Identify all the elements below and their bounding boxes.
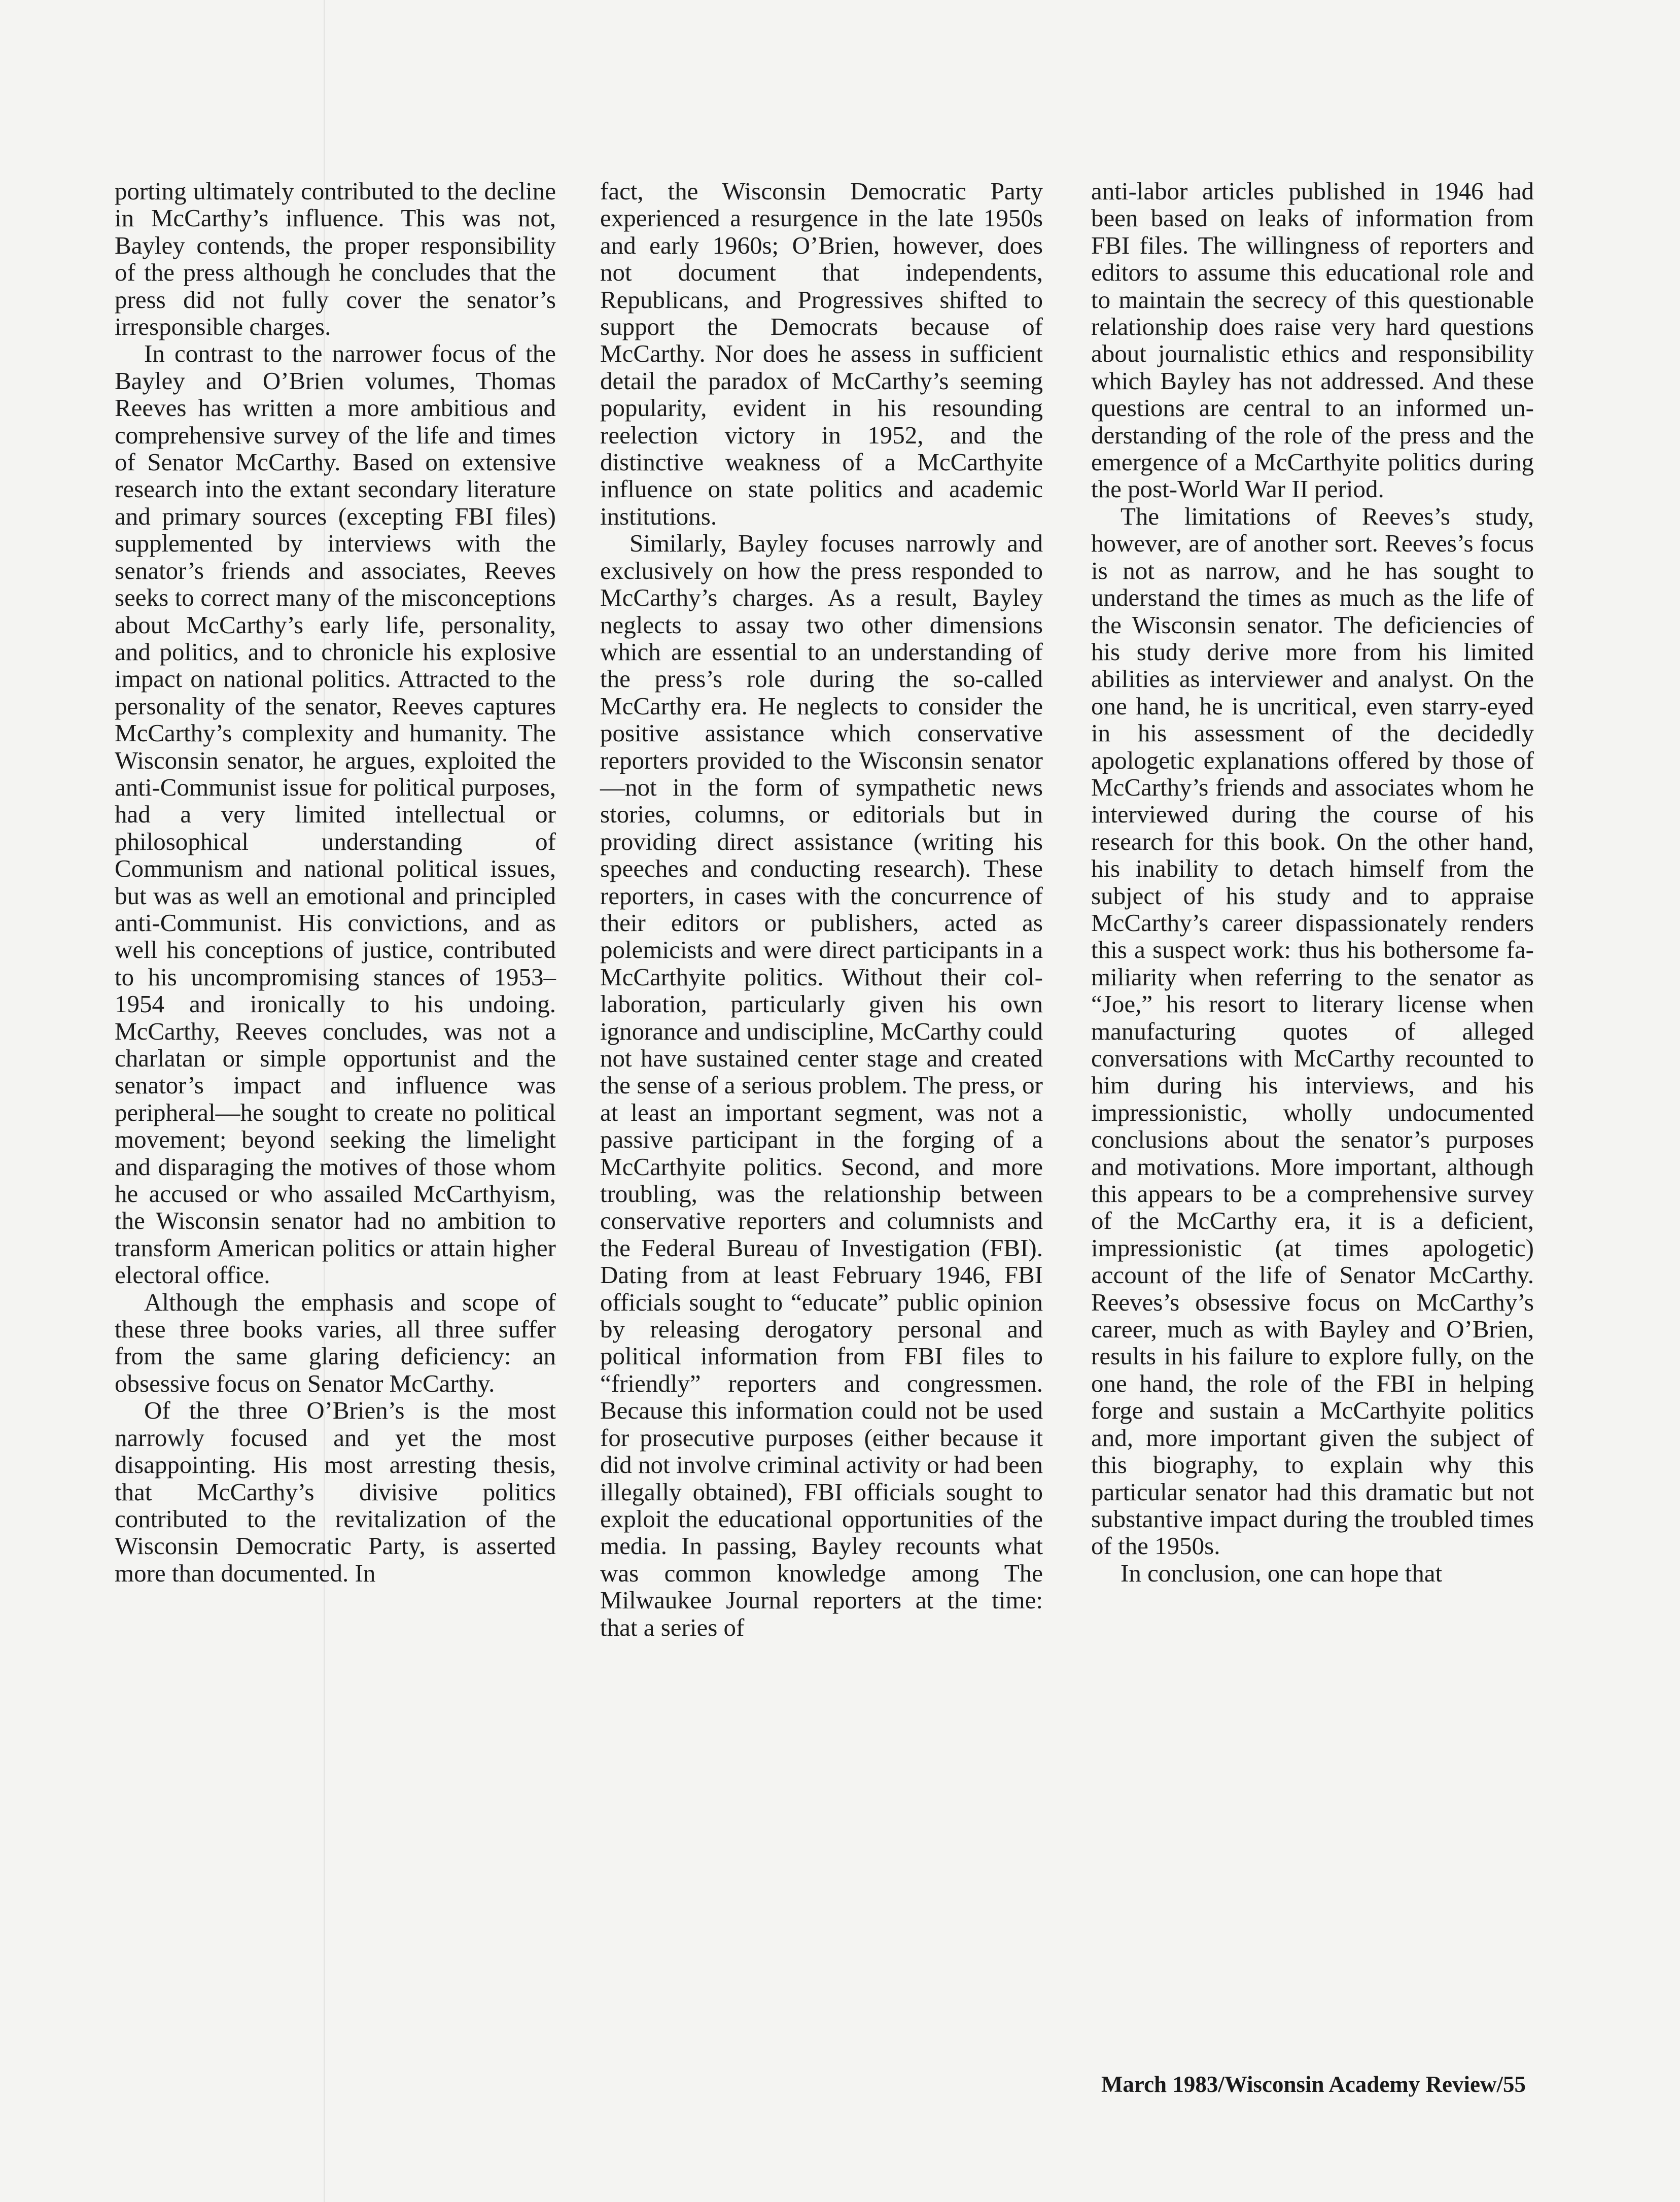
paragraph: In contrast to the narrower focus of the Bayley and O’Brien volumes, Thomas Reeves has written a more ambitious and comprehensive survey of the life and times of Senator McCarthy. Based on extensive research into the extant secondary literature and primary sources (excepting FBI files) supplemented by interviews with the senator’s friends and associates, Reeves seeks to correct many of the misconceptions about McCarthy’s early life, personality, and politics, and to chronicle his explosive impact on national politics. Attracted to the personality of the senator, Reeves captures McCarthy’s complexity and humanity. The Wisconsin senator, he argues, exploited the anti-Communist issue for political purposes, had a very limited intellectual or philosophical understanding of Communism and national political issues, but was as well an emotional and principled anti-Communist. His convictions, and as well his conceptions of justice, contributed to his uncompromising stances of 1953–1954 and ironically to his undoing. McCarthy, Reeves concludes, was not a charlatan or simple opportunist and the senator’s impact and influence was peripheral—he sought to create no political movement; beyond seeking the limelight and disparaging the motives of those whom he accused or who assailed McCarthyism, the Wisconsin senator had no ambition to transform American politics or attain higher electoral office. <box>115 339 556 1289</box>
page-footer: March 1983/Wisconsin Academy Review/55 <box>1101 2072 1526 2097</box>
column-1 <box>115 178 556 1587</box>
paragraph: anti-labor articles published in 1946 had been based on leaks of information from FBI files. The willingness of reporters and editors to assume this educational role and to maintain the secrecy of this questionable relationship does raise very hard questions about journalistic ethics and responsibility which Bayley has not addressed. And these questions are central to an informed understanding of the role of the press and the emergence of a McCarthyite politics during the post-World War II period. <box>1091 177 1534 503</box>
paragraph: In conclusion, one can hope that <box>1121 1559 1443 1587</box>
paragraph: fact, the Wisconsin Democratic Party experienced a resurgence in the late 1950s and early 1960s; O’Brien, however, does not document that independents, Republicans, and Progressives shifted to support the Democrats because of McCarthy. Nor does he assess in sufficient detail the paradox of McCarthy’s seeming popularity, evident in his resounding reelection victory in 1952, and the distinctive weakness of a McCarthyite influence on state politics and academic institutions. <box>600 177 1043 530</box>
paragraph: The limitations of Reeves’s study, however, are of another sort. Reeves’s focus is not as narrow, and he has sought to understand the times as much as the life of the Wisconsin senator. The deficiencies of his study derive more from his limited abilities as interviewer and analyst. On the one hand, he is uncritical, even starry-eyed in his assessment of the decidedly apologetic explanations offered by those of McCarthy’s friends and associates whom he interviewed during the course of his research for this book. On the other hand, his inability to detach himself from the subject of his study and to appraise McCarthy’s career dispassionately renders this a suspect work: thus his bothersome familiarity when referring to the senator as “Joe,” his resort to literary license when manufacturing quotes of alleged conversations with McCarthy recounted to him during his interviews, and his impressionistic, wholly undocumented conclusions about the senator’s purposes and motivations. More important, although this appears to be a comprehensive survey of the McCarthy era, it is a deficient, impressionistic (at times apologetic) account of the life of Senator McCarthy. Reeves’s obsessive focus on McCarthy’s career, much as with Bayley and O’Brien, results in his failure to explore fully, on the one hand, the role of the FBI in helping forge and sustain a McCarthyite politics and, more important given the subject of this biography, to explain why this particular senator had this dramatic but not substantive impact during the troubled times of the 1950s. <box>1091 502 1534 1560</box>
column-3 <box>1091 178 1534 1587</box>
paragraph: Of the three O’Brien’s is the most narrowly focused and yet the most disappointing. His most arresting thesis, that McCarthy’s divisive politics contributed to the revitalization of the Wisconsin Democratic Party, is asserted more than documented. In <box>115 1396 556 1587</box>
paragraph: Although the emphasis and scope of these three books varies, all three suffer from the same glaring deficiency: an obsessive focus on Senator McCarthy. <box>115 1288 556 1397</box>
paragraph: Similarly, Bayley focuses narrowly and exclusively on how the press responded to McCarthy’s charges. As a result, Bayley neglects to assay two other dimensions which are essential to an understanding of the press’s role during the so-called McCarthy era. He neglects to consider the positive assistance which conservative reporters provided to the Wisconsin senator—not in the form of sympathetic news stories, columns, or editorials but in providing direct assistance (writing his speeches and conducting research). These reporters, in cases with the concurrence of their editors or publishers, acted as polemicists and were direct participants in a McCarthyite politics. Without their collaboration, particularly given his own ignorance and undiscipline, McCarthy could not have sustained center stage and created the sense of a serious problem. The press, or at least an important segment, was not a passive participant in the forging of a McCarthyite politics. Second, and more troubling, was the relationship between conservative reporters and columnists and the Federal Bureau of Investigation (FBI). Dating from at least February 1946, FBI officials sought to “educate” public opinion by releasing derogatory personal and political information from FBI files to “friendly” reporters and congressmen. Because this information could not be used for prosecutive purposes (either because it did not involve criminal activity or had been illegally obtained), FBI officials sought to exploit the educational opportunities of the media. In passing, Bayley recounts what was common knowledge among The Milwaukee Journal reporters at the time: that a series of <box>600 529 1043 1641</box>
column-2 <box>600 178 1043 1641</box>
paragraph: porting ultimately contributed to the decline in McCarthy’s influence. This was not, Bayley contends, the proper responsibility of the press although he concludes that the press did not fully cover the senator’s irresponsible charges. <box>115 177 556 341</box>
